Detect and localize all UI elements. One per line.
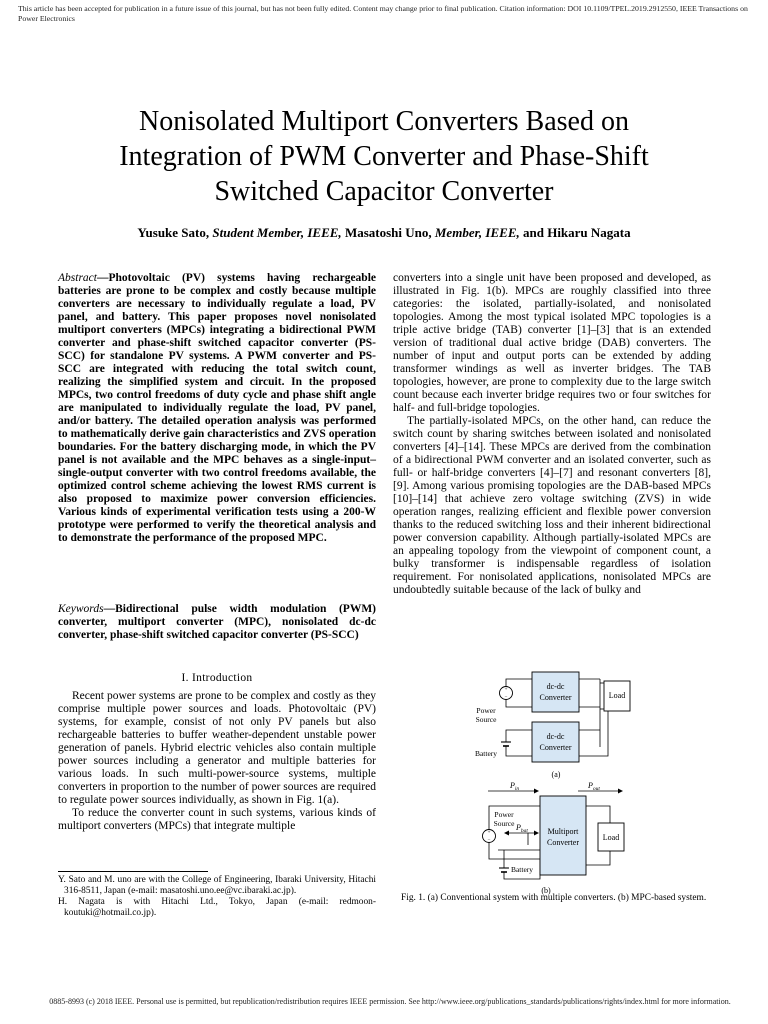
- figure-1b: [483, 781, 625, 895]
- dc-dc-converter-block: [532, 722, 579, 762]
- p-bat-label: $P_{bat}$: [516, 823, 528, 834]
- abstract: [58, 272, 376, 545]
- introduction-text: [58, 690, 376, 833]
- section-heading-introduction: I. Introduction: [181, 672, 253, 684]
- footnote-divider: [58, 871, 208, 872]
- title-line: Integration of PWM Converter and Phase-Shift: [119, 141, 649, 172]
- svg-text:+: +: [504, 687, 508, 693]
- keywords-label: Keywords: [58, 603, 104, 615]
- converter-label: dc-dc: [546, 732, 565, 741]
- body-paragraph: converters into a single unit have been proposed and developed, as illustrated in Fig. 1(b). MPCs are roughly classified into three categories: the isolated, partially-isolated, and nonisolated topologies. Among the most typical isolated MPC topologies is a triple active bridge (TAB) converter [1]–[3] that is an extended version of traditional dual active bridge (DAB) converters. The number of input and output ports can be extended by adding transformer windings as well as inverter bridges. The TAB topologies, however, are prone to complexity due to the large switch count because each inverter bridge requires two or four switches for half- and full-bridge topologies.: [393, 272, 711, 414]
- converter-label: dc-dc: [546, 682, 565, 691]
- paper-title: [40, 104, 728, 209]
- right-column-text: [393, 272, 711, 597]
- svg-text:+: +: [487, 830, 491, 836]
- battery-label: Battery: [510, 865, 534, 874]
- author-name: Masatoshi Uno,: [341, 225, 435, 240]
- keywords-text: —Bidirectional pulse width modulation (PWM) converter, multiport converter (MPC), nonisolated dc-dc converter, phase-shift switched capacitor converter (PS-SCC): [58, 603, 376, 641]
- battery-label: Battery: [474, 749, 498, 758]
- author-list: [40, 225, 728, 241]
- mpc-label: Multiport: [547, 827, 579, 836]
- body-paragraph: Recent power systems are prone to be complex and costly as they comprise multiple power sources and loads. Photovoltaic (PV) systems, for example, consist of not only PV panels but also rechargeable batteries to buffer weather-dependent unstable power generation of panels. Hybrid electric vehicles also contain multiple power sources including a generator and multiple batteries for various loads. In such multi-power-source systems, multiple converters in proportion to the number of power sources are required to regulate power sources individually, as shown in Fig. 1(a).: [58, 690, 376, 806]
- power-source-label: Source: [493, 819, 515, 828]
- footnote: Y. Sato and M. uno are with the College of Engineering, Ibaraki University, Hitachi 316-8511, Japan (e-mail: masatoshi.uno.ee@vc.ibaraki.ac.jp).: [58, 875, 376, 896]
- keywords: [58, 603, 376, 642]
- power-source-label: Power: [476, 706, 496, 715]
- abstract-text: —Photovoltaic (PV) systems having rechargeable batteries are prone to be complex and costly because multiple converters are necessary to individually regulate a load, PV panel, and battery. This paper proposes novel nonisolated multiport converters (MPCs) integrating a bidirectional PWM converter and phase-shift switched capacitor converter (PS-SCC) for standalone PV systems. A PWM converter and PS-SCC are integrated with reducing the total switch count, realizing the simplified system and circuit. In the proposed MPCs, two control freedoms of duty cycle and phase shift angle are manipulated to individually regulate the load, PV panel, and/or battery. The detailed operation analysis was performed to mathematically derive gain characteristics and ZVS operation boundaries. For the battery discharging mode, in which the PV panel is not available and the MPC behaves as a single-input–single-output converter with two control freedoms available, the optimized control scheme achieving the lowest RMS current is also proposed to maximize power conversion efficiencies. Various kinds of experimental verification tests using a 200-W prototype were performed to verify the theoretical analysis and to demonstrate the performance of the proposed MPC.: [58, 272, 376, 544]
- figure-1-caption: Fig. 1. (a) Conventional system with multiple converters. (b) MPC-based system.: [401, 893, 707, 903]
- title-line: Switched Capacitor Converter: [214, 176, 554, 207]
- dc-dc-converter-block: [532, 672, 579, 712]
- load-label: Load: [608, 691, 626, 700]
- subfigure-label: (b): [541, 886, 551, 895]
- author-name: and Hikaru Nagata: [519, 225, 631, 240]
- title-line: Nonisolated Multiport Converters Based on: [139, 106, 629, 137]
- body-paragraph: To reduce the converter count in such systems, various kinds of multiport converters (MPCs) that integrate multiple: [58, 807, 376, 832]
- figure-1-diagram: [468, 660, 644, 896]
- mpc-label: Converter: [547, 838, 579, 847]
- subfigure-label: (a): [551, 770, 561, 779]
- converter-label: Converter: [539, 743, 572, 752]
- converter-label: Converter: [539, 693, 572, 702]
- figure-1a: [475, 672, 630, 779]
- power-source-label: Power: [494, 810, 514, 819]
- p-out-label: $P_{out}$: [588, 781, 600, 792]
- author-role: Student Member, IEEE,: [212, 225, 342, 240]
- author-role: Member, IEEE,: [434, 225, 520, 240]
- body-paragraph: The partially-isolated MPCs, on the other hand, can reduce the switch count by sharing switches between isolated and nonisolated converters [4]–[14]. These MPCs are derived from the combination of a bidirectional PWM converter and an isolated converter, such as full- or half-bridge converters [4]–[7] and resonant converters [8], [9]. Among various promising topologies are the DAB-based MPCs [10]–[14] that achieve zero voltage switching (ZVS) in wide operation ranges, realizing efficient and flexible power conversion thanks to the reduced switching loss and their inherent bidirectional power conversion capability. Although partially-isolated MPCs are an appealing topology from the viewpoint of component count, a bulky transformer is indispensable regardless of isolation requirement. For nonisolated applications, nonisolated MPCs are undoubtedly suitable because of the lack of bulky and: [393, 415, 711, 596]
- power-source-label: Source: [475, 715, 497, 724]
- author-name: Yusuke Sato,: [137, 225, 213, 240]
- copyright-footer: 0885-8993 (c) 2018 IEEE. Personal use is permitted, but republication/redistribution requires IEEE permission. See http://www.ieee.org/publications_standards/publications/rights/index.html for more information.: [49, 997, 731, 1006]
- load-label: Load: [602, 833, 620, 842]
- footnote: H. Nagata is with Hitachi Ltd., Tokyo, Japan (e-mail: redmoon-koutuki@hotmail.co.jp).: [58, 897, 376, 918]
- footnotes: [58, 875, 376, 919]
- svg-text:−: −: [504, 695, 508, 701]
- abstract-label: Abstract: [58, 272, 97, 284]
- accepted-notice: This article has been accepted for publication in a future issue of this journal, but has not been fully edited. Content may change prior to final publication. Citation information: DOI 10.1109/TPEL.2019.2912550, IEEE Transactions on Power Electronics: [18, 4, 748, 23]
- p-in-label: $P_{in}$: [510, 781, 520, 792]
- svg-text:−: −: [487, 838, 491, 844]
